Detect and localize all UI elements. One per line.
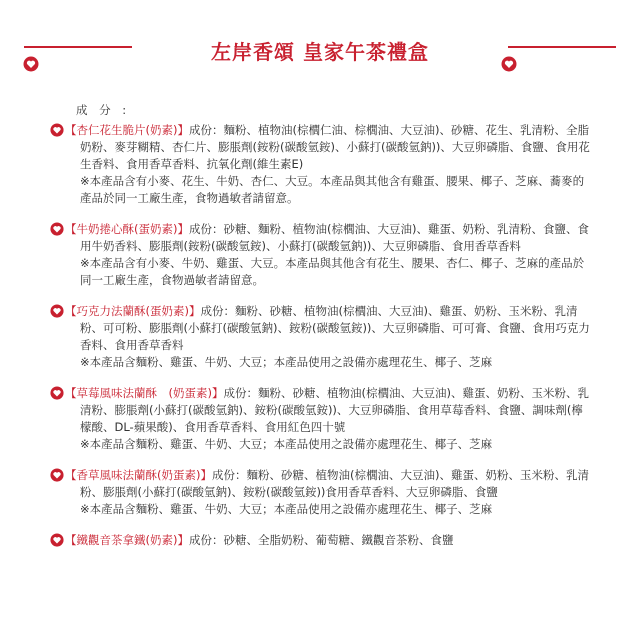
product-ingredients: 成份：麵粉、砂糖、植物油(棕櫚油、大豆油)、雞蛋、奶粉、玉米粉、乳清粉、膨脹劑(小蘇打(碳酸氫鈉)、銨粉(碳酸氫銨))、大豆卵磷脂、食用草莓香料、食鹽、調味劑(檸檬酸、DL-蘋果酸)、食用香草香料、食用紅色四十號 — [80, 386, 589, 434]
product-name: 【香草風味法蘭酥(奶蛋素)】 — [65, 468, 212, 482]
allergen-note: ※本產品含麵粉、雞蛋、牛奶、大豆；本產品使用之設備亦處理花生、椰子、芝麻 — [80, 437, 493, 451]
heart-bullet-icon — [50, 222, 64, 236]
header — [0, 0, 640, 80]
ingredients-list — [50, 102, 590, 563]
product-ingredients: 成份：砂糖、麵粉、植物油(棕櫚油、大豆油)、雞蛋、奶粉、乳清粉、食鹽、食用牛奶香料、膨脹劑(銨粉(碳酸氫銨)、小蘇打(碳酸氫鈉))、大豆卵磷脂、食用香草香料 — [80, 222, 589, 253]
heart-bullet-icon — [50, 386, 64, 400]
product-ingredients: 成份：麵粉、砂糖、植物油(棕櫚油、大豆油)、雞蛋、奶粉、玉米粉、乳清粉、膨脹劑(小蘇打(碳酸氫鈉)、銨粉(碳酸氫銨))食用香草香料、大豆卵磷脂、食鹽 — [80, 468, 589, 499]
heart-bullet-icon — [50, 123, 64, 137]
sections-container — [50, 122, 590, 549]
product-section — [50, 221, 590, 289]
product-section — [50, 532, 590, 549]
allergen-note: ※本產品含麵粉、雞蛋、牛奶、大豆；本產品使用之設備亦處理花生、椰子、芝麻 — [80, 502, 493, 516]
heart-bullet-icon — [50, 533, 64, 547]
product-name: 【草莓風味法蘭酥 (奶蛋素)】 — [65, 386, 224, 400]
heart-bullet-icon — [50, 304, 64, 318]
product-ingredients: 成份：麵粉、砂糖、植物油(棕櫚油、大豆油)、雞蛋、奶粉、玉米粉、乳清粉、可可粉、膨脹劑(小蘇打(碳酸氫鈉)、銨粉(碳酸氫銨))、大豆卵磷脂、可可膏、食鹽、食用巧克力香料、食用香草香料 — [80, 304, 590, 352]
product-name: 【巧克力法蘭酥(蛋奶素)】 — [65, 304, 201, 318]
product-name: 【牛奶捲心酥(蛋奶素)】 — [65, 222, 189, 236]
product-name: 【杏仁花生脆片(奶素)】 — [65, 123, 189, 137]
product-section — [50, 122, 590, 207]
allergen-note: ※本產品含有小麥、牛奶、雞蛋、大豆。本產品與其他含有花生、腰果、杏仁、椰子、芝麻的產品於同一工廠生產，食物過敏者請留意。 — [80, 256, 585, 287]
product-ingredients: 成份：砂糖、全脂奶粉、葡萄糖、鐵觀音茶粉、食鹽 — [188, 533, 454, 547]
heart-bullet-icon — [50, 468, 64, 482]
product-section — [50, 385, 590, 453]
product-name: 【鐵觀音茶拿鐵(奶素)】 — [65, 533, 189, 547]
product-section — [50, 303, 590, 371]
ingredients-heading: 成 分 : — [76, 103, 131, 117]
allergen-note: ※本產品含有小麥、花生、牛奶、杏仁、大豆。本產品與其他含有雞蛋、腰果、椰子、芝麻、蕎麥的產品於同一工廠生產，食物過敏者請留意。 — [80, 174, 585, 205]
page-title: 左岸香頌 皇家午茶禮盒 — [211, 40, 429, 64]
product-section — [50, 467, 590, 518]
allergen-note: ※本產品含麵粉、雞蛋、牛奶、大豆；本產品使用之設備亦處理花生、椰子、芝麻 — [80, 355, 493, 369]
product-ingredients: 成份：麵粉、植物油(棕櫚仁油、棕櫚油、大豆油)、砂糖、花生、乳清粉、全脂奶粉、麥芽糊精、杏仁片、膨脹劑(銨粉(碳酸氫銨)、小蘇打(碳酸氫鈉))、大豆卵磷脂、食鹽、食用花生香料、食用香草香料、抗氧化劑(維生素E) — [80, 123, 590, 171]
